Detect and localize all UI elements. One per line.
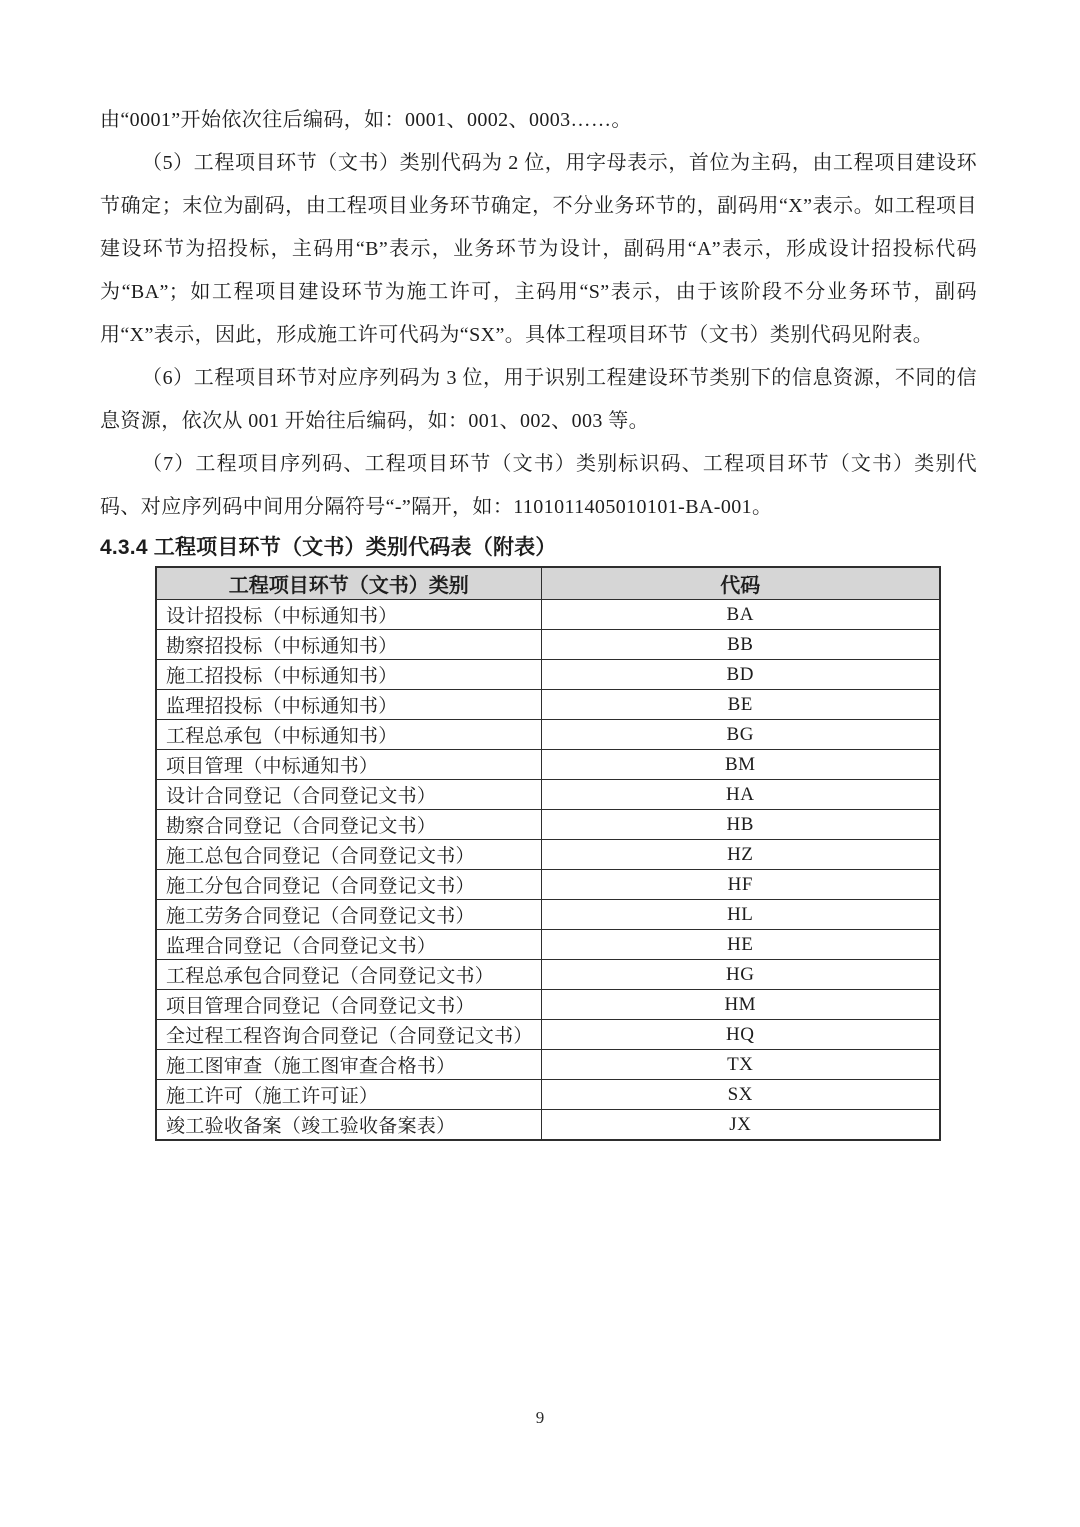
table-row — [156, 840, 940, 870]
code-cell: HM — [541, 990, 940, 1020]
category-cell: 施工分包合同登记（合同登记文书） — [156, 870, 541, 900]
code-cell: HG — [541, 960, 940, 990]
page-content — [100, 99, 977, 1141]
code-cell: SX — [541, 1080, 940, 1110]
category-cell: 全过程工程咨询合同登记（合同登记文书） — [156, 1020, 541, 1050]
table-row — [156, 930, 940, 960]
code-cell: HL — [541, 900, 940, 930]
table-row — [156, 780, 940, 810]
code-cell: BA — [541, 600, 940, 630]
code-cell: BE — [541, 690, 940, 720]
paragraph-continuation: 由“0001”开始依次往后编码，如：0001、0002、0003……。 — [100, 109, 632, 131]
category-cell: 设计合同登记（合同登记文书） — [156, 780, 541, 810]
column-header-category: 工程项目环节（文书）类别 — [156, 567, 541, 600]
table-row — [156, 720, 940, 750]
table-row — [156, 660, 940, 690]
code-cell: BB — [541, 630, 940, 660]
category-cell: 工程总承包（中标通知书） — [156, 720, 541, 750]
paragraph-item-7: （7）工程项目序列码、工程项目环节（文书）类别标识码、工程项目环节（文书）类别代码、对应序列码中间用分隔符号“-”隔开，如：1101011405010101-BA-001。 — [100, 453, 977, 518]
code-cell: TX — [541, 1050, 940, 1080]
category-cell: 施工图审查（施工图审查合格书） — [156, 1050, 541, 1080]
code-table-container — [155, 566, 977, 1141]
table-row — [156, 900, 940, 930]
category-cell: 工程总承包合同登记（合同登记文书） — [156, 960, 541, 990]
code-cell: HZ — [541, 840, 940, 870]
code-cell: HF — [541, 870, 940, 900]
table-row — [156, 810, 940, 840]
table-row — [156, 600, 940, 630]
page-number: 9 — [535, 1408, 545, 1427]
table-row — [156, 870, 940, 900]
code-cell: BG — [541, 720, 940, 750]
category-cell: 项目管理合同登记（合同登记文书） — [156, 990, 541, 1020]
table-row — [156, 960, 940, 990]
table-row — [156, 630, 940, 660]
column-header-code: 代码 — [541, 567, 940, 600]
category-cell: 竣工验收备案（竣工验收备案表） — [156, 1110, 541, 1141]
table-row — [156, 1080, 940, 1110]
category-cell: 施工许可（施工许可证） — [156, 1080, 541, 1110]
table-row — [156, 1050, 940, 1080]
table-row — [156, 750, 940, 780]
category-cell: 施工总包合同登记（合同登记文书） — [156, 840, 541, 870]
code-cell: HQ — [541, 1020, 940, 1050]
code-cell: JX — [541, 1110, 940, 1141]
category-cell: 施工招投标（中标通知书） — [156, 660, 541, 690]
category-cell: 勘察合同登记（合同登记文书） — [156, 810, 541, 840]
paragraph-item-6: （6）工程项目环节对应序列码为 3 位，用于识别工程建设环节类别下的信息资源，不同的信息资源，依次从 001 开始往后编码，如：001、002、003 等。 — [100, 367, 977, 432]
table-row — [156, 1020, 940, 1050]
category-cell: 设计招投标（中标通知书） — [156, 600, 541, 630]
category-cell: 监理招投标（中标通知书） — [156, 690, 541, 720]
code-cell: HE — [541, 930, 940, 960]
category-cell: 勘察招投标（中标通知书） — [156, 630, 541, 660]
code-table — [155, 566, 941, 1141]
code-table-body — [156, 600, 940, 1141]
table-row — [156, 690, 940, 720]
code-table-head — [156, 567, 940, 600]
header-row — [156, 567, 940, 600]
category-cell: 施工劳务合同登记（合同登记文书） — [156, 900, 541, 930]
code-cell: BM — [541, 750, 940, 780]
code-cell: HA — [541, 780, 940, 810]
table-row — [156, 1110, 940, 1141]
category-cell: 项目管理（中标通知书） — [156, 750, 541, 780]
code-cell: BD — [541, 660, 940, 690]
code-cell: HB — [541, 810, 940, 840]
category-cell: 监理合同登记（合同登记文书） — [156, 930, 541, 960]
paragraph-item-5: （5）工程项目环节（文书）类别代码为 2 位，用字母表示，首位为主码，由工程项目建设环节确定；末位为副码，由工程项目业务环节确定，不分业务环节的，副码用“X”表示。如工程项目建设环节为招投标，主码用“B”表示，业务环节为设计，副码用“A”表示，形成设计招投标代码为“BA”；如工程项目建设环节为施工许可，主码用“S”表示，由于该阶段不分业务环节，副码用“X”表示，因此，形成施工许可代码为“SX”。具体工程项目环节（文书）类别代码见附表。 — [100, 152, 977, 346]
section-heading-4-3-4: 4.3.4 工程项目环节（文书）类别代码表（附表） — [100, 536, 557, 559]
table-row — [156, 990, 940, 1020]
